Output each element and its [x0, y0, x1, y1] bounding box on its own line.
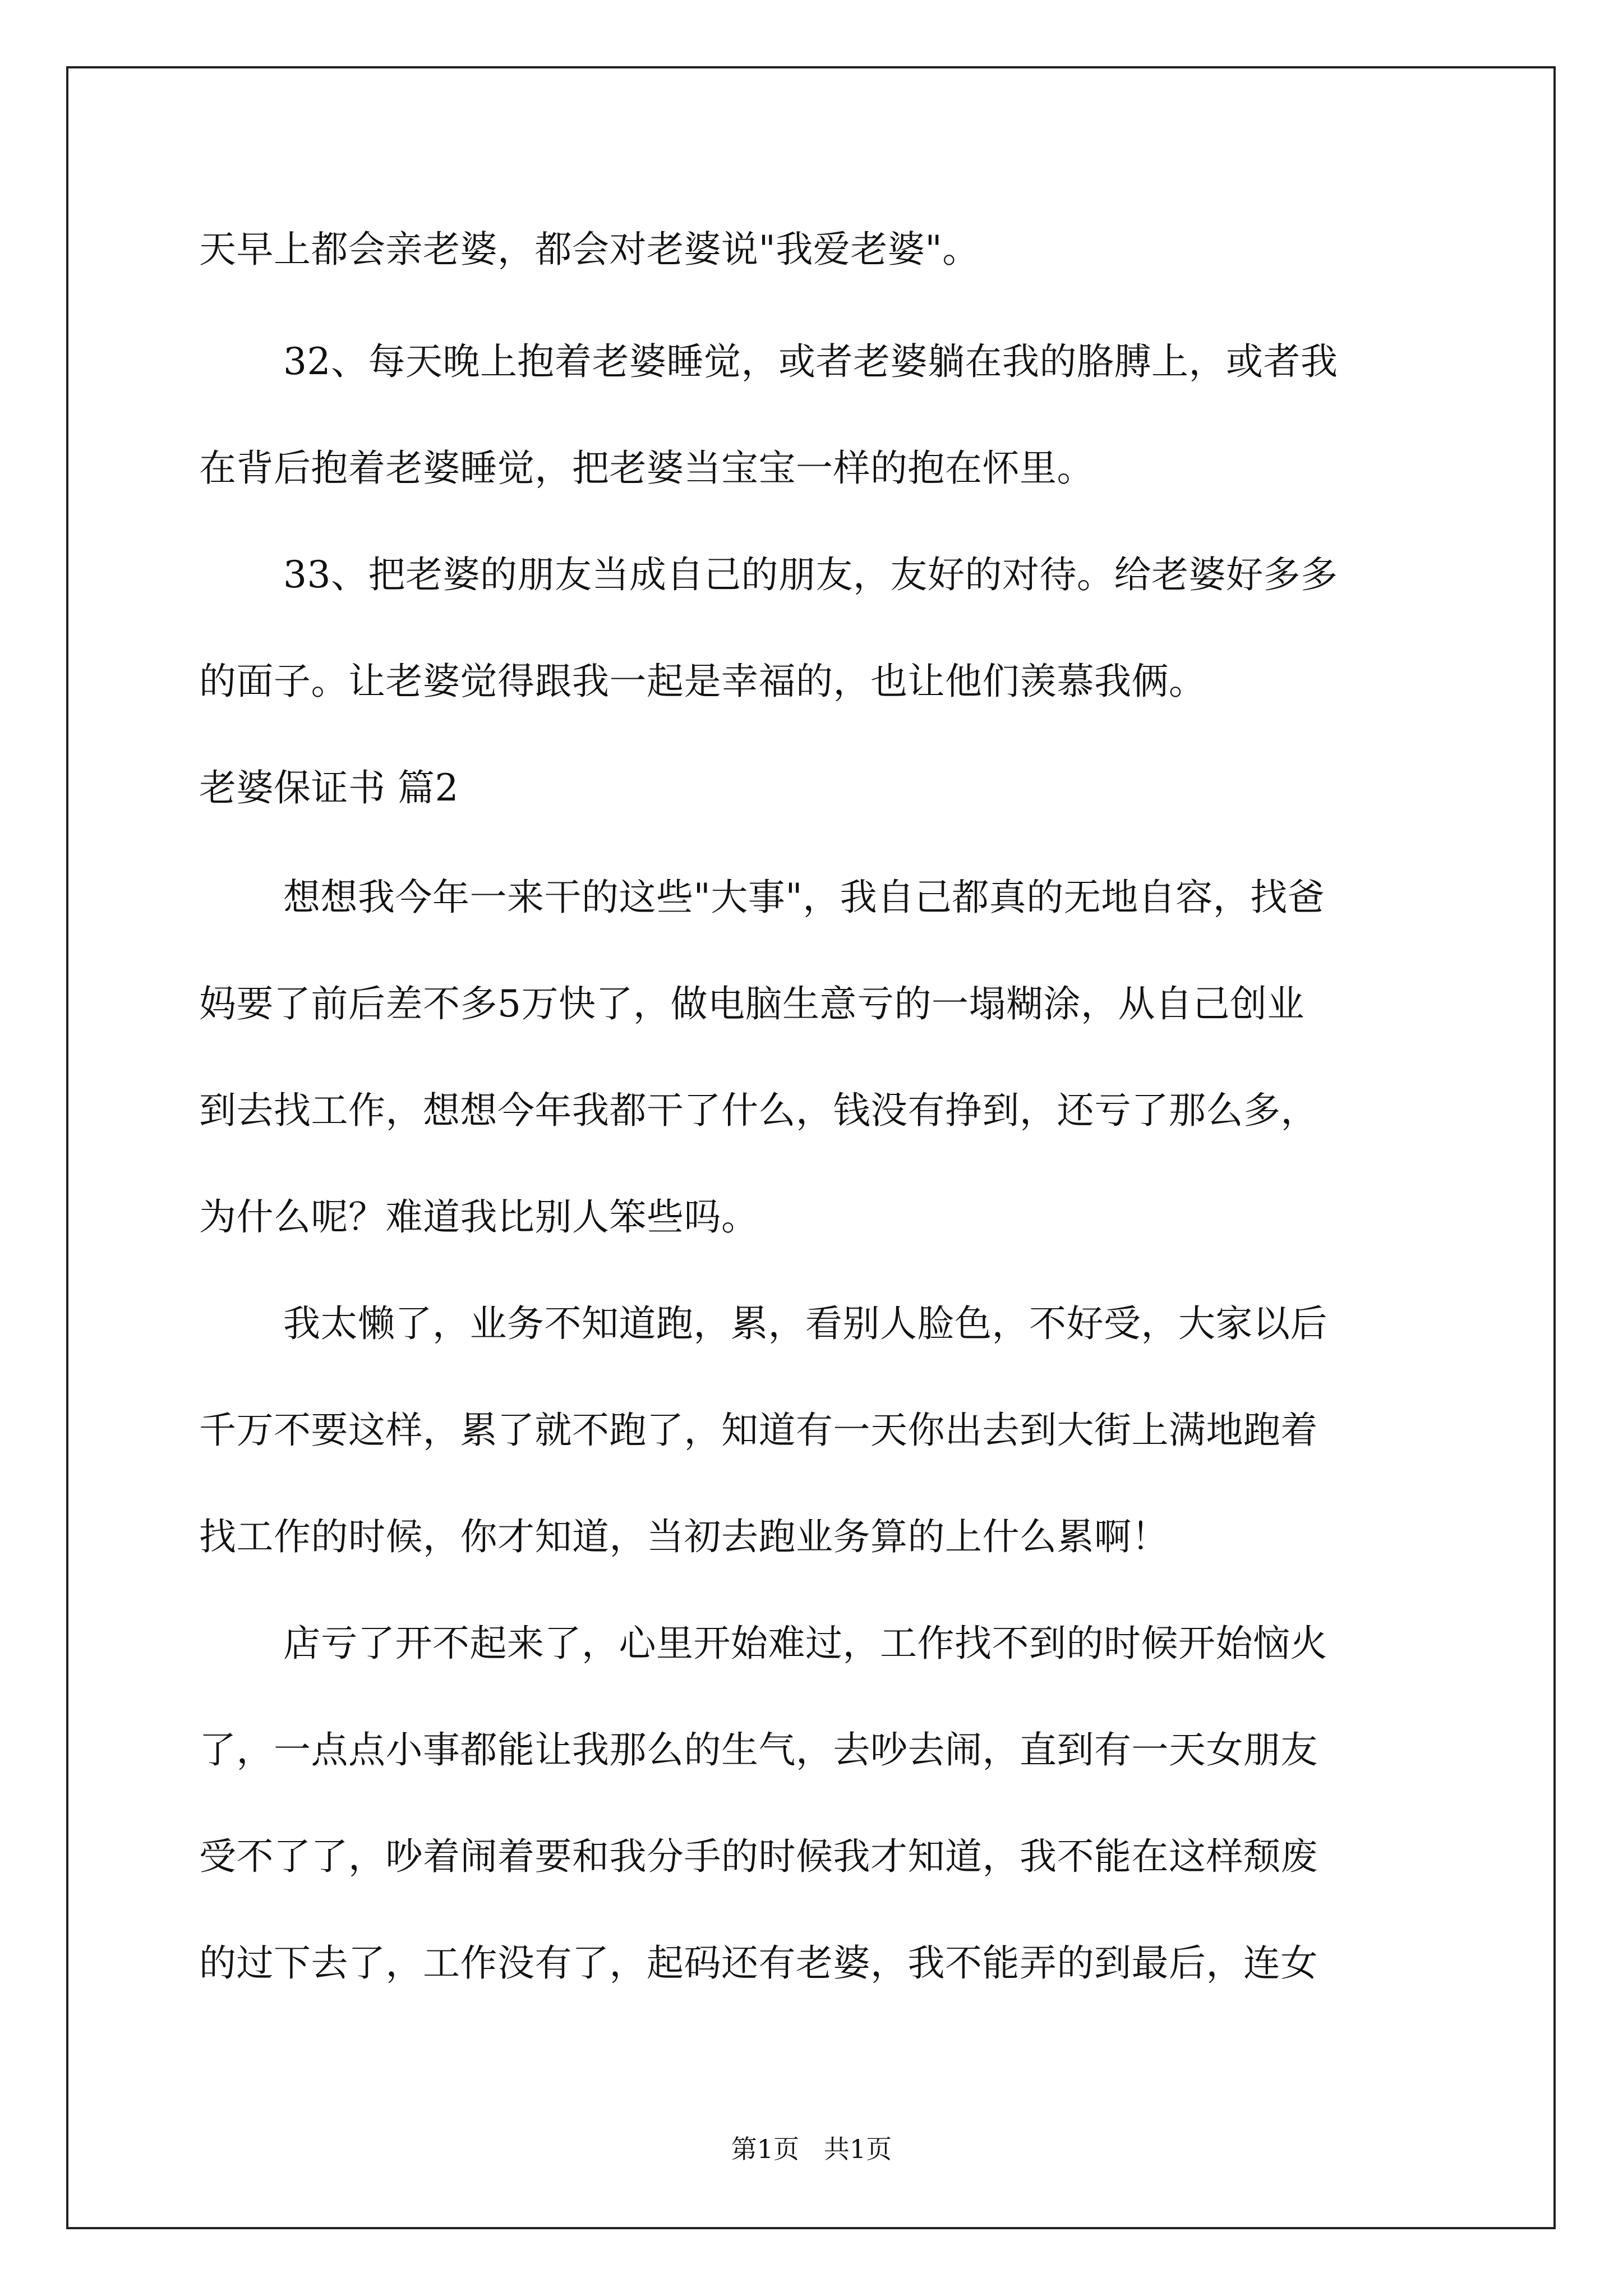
paragraph-1-line-3: 到去找工作，想想今年我都干了什么，钱没有挣到，还亏了那么多，: [199, 1089, 1318, 1132]
paragraph-32-line-2: 在背后抱着老婆睡觉，把老婆当宝宝一样的抱在怀里。: [199, 447, 1094, 490]
paragraph-2-line-3: 找工作的时候，你才知道，当初去跑业务算的上什么累啊！: [199, 1515, 1169, 1558]
page-border: [66, 66, 1556, 2229]
paragraph-1-line-1: 想想我今年一来干的这些"大事"，我自己都真的无地自容，找爸: [283, 876, 1325, 919]
paragraph-1-line-2: 妈要了前后差不多5万快了，做电脑生意亏的一塌糊涂，从自己创业: [199, 982, 1304, 1025]
paragraph-3-line-2: 了，一点点小事都能让我那么的生气，去吵去闹，直到有一天女朋友: [199, 1728, 1318, 1772]
paragraph-3-line-4: 的过下去了，工作没有了，起码还有老婆，我不能弄的到最后，连女: [199, 1941, 1318, 1985]
paragraph-2-line-2: 千万不要这样，累了就不跑了，知道有一天你出去到大街上满地跑着: [199, 1409, 1318, 1452]
paragraph-3-line-1: 店亏了开不起来了，心里开始难过，工作找不到的时候开始恼火: [283, 1622, 1327, 1665]
paragraph-2-line-1: 我太懒了，业务不知道跑，累，看别人脸色，不好受，大家以后: [283, 1302, 1327, 1345]
section-heading: 老婆保证书 篇2: [199, 766, 459, 809]
paragraph-1-line-4: 为什么呢？难道我比别人笨些吗。: [199, 1195, 759, 1239]
paragraph-33-line-1: 33、把老婆的朋友当成自己的朋友，友好的对待。给老婆好多多: [283, 553, 1338, 596]
paragraph-32-line-1: 32、每天晚上抱着老婆睡觉，或者老婆躺在我的胳膊上，或者我: [283, 340, 1338, 383]
paragraph-3-line-3: 受不了了，吵着闹着要和我分手的时候我才知道，我不能在这样颓废: [199, 1835, 1318, 1878]
page-footer: 第1页 共1页: [731, 2134, 892, 2164]
text-line: 天早上都会亲老婆，都会对老婆说"我爱老婆"。: [199, 228, 980, 271]
paragraph-33-line-2: 的面子。让老婆觉得跟我一起是幸福的，也让他们羡慕我俩。: [199, 660, 1206, 703]
